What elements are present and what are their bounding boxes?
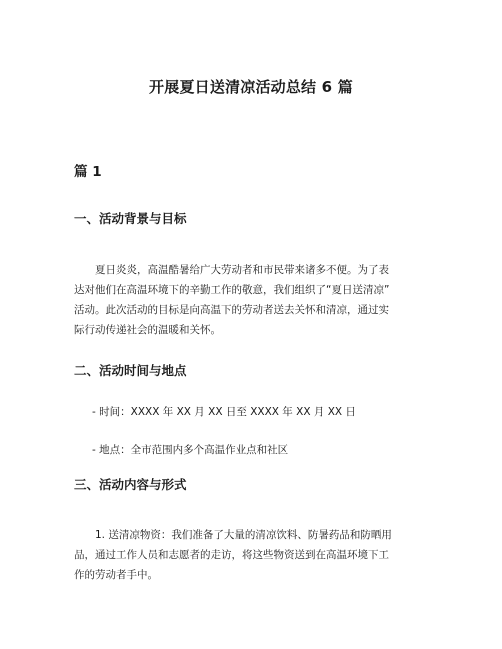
bullet-time: - 时间：XXXX 年 XX 月 XX 日至 XXXX 年 XX 月 XX 日 bbox=[92, 406, 356, 418]
chapter-heading: 篇 1 bbox=[74, 164, 102, 180]
section-heading-background: 一、活动背景与目标 bbox=[74, 211, 187, 226]
paragraph-line: 品，通过工作人员和志愿者的走访，将这些物资送到在高温环境下工 bbox=[74, 549, 389, 561]
paragraph-line: 夏日炎炎，高温酷暑给广大劳动者和市民带来诸多不便。为了表 bbox=[95, 264, 389, 276]
section-heading-time-place: 二、活动时间与地点 bbox=[74, 363, 187, 378]
paragraph-line: 1. 送清凉物资：我们准备了大量的清凉饮料、防暑药品和防晒用 bbox=[95, 529, 392, 541]
bullet-location: - 地点：全市范围内多个高温作业点和社区 bbox=[92, 444, 289, 456]
section-paragraph-content bbox=[74, 525, 434, 585]
paragraph-line: 达对他们在高温环境下的辛勤工作的敬意，我们组织了“夏日送清凉” bbox=[74, 284, 390, 296]
paragraph-line: 作的劳动者手中。 bbox=[74, 569, 158, 581]
section-heading-content-form: 三、活动内容与形式 bbox=[74, 477, 187, 492]
section-paragraph-background bbox=[74, 260, 434, 340]
paragraph-line: 活动。此次活动的目标是向高温下的劳动者送去关怀和清凉，通过实 bbox=[74, 304, 389, 316]
document-title: 开展夏日送清凉活动总结 6 篇 bbox=[149, 78, 353, 96]
paragraph-line: 际行动传递社会的温暖和关怀。 bbox=[74, 324, 221, 336]
